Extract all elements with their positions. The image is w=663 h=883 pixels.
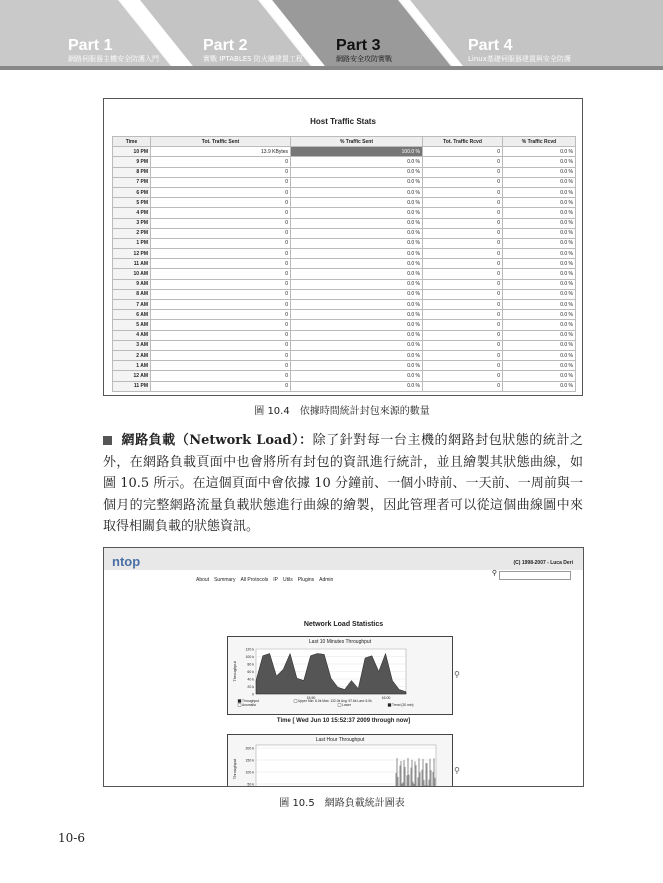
table-cell: 0 — [151, 167, 291, 177]
table-cell: 0 — [423, 198, 503, 208]
column-header: Time — [113, 137, 151, 147]
table-cell: 0 — [151, 381, 291, 391]
table-row — [113, 350, 576, 360]
table-cell: 0.0 % — [291, 381, 423, 391]
y-tick-label: 40 k — [247, 677, 254, 682]
table-cell: 0.0 % — [503, 147, 576, 157]
table-cell: 7 PM — [113, 177, 151, 187]
tab-part-2-title: Part 2 — [203, 37, 248, 54]
legend-swatch — [338, 704, 341, 707]
table-cell: 0.0 % — [503, 269, 576, 279]
table-cell: 0 — [151, 269, 291, 279]
table-cell: 0.0 % — [291, 177, 423, 187]
table-cell: 0 — [151, 228, 291, 238]
table-cell: 6 PM — [113, 187, 151, 197]
table-cell: 0.0 % — [503, 371, 576, 381]
table-row — [113, 238, 576, 248]
table-cell: 0 — [423, 218, 503, 228]
table-cell: 0.0 % — [291, 279, 423, 289]
legend-label: Lower — [342, 703, 351, 707]
table-cell: 0.0 % — [503, 238, 576, 248]
graph-stats: Min: 6.0k Max: 132.0k Avg: 57.6k Last: 6.0k — [308, 699, 372, 703]
graph-1-plot — [228, 637, 452, 714]
part-tab-bar — [0, 0, 663, 70]
table-cell: 0 — [151, 259, 291, 269]
table-cell: 0 — [151, 350, 291, 360]
y-tick-label: 150 k — [245, 758, 254, 763]
graph-last-hour[interactable] — [227, 734, 453, 787]
table-cell: 0.0 % — [503, 361, 576, 371]
table-cell: 0.0 % — [291, 259, 423, 269]
y-tick-label: 80 k — [247, 662, 254, 667]
table-cell: 2 AM — [113, 350, 151, 360]
table-cell: 0.0 % — [503, 350, 576, 360]
table-cell: 0 — [151, 320, 291, 330]
table-cell: 1 AM — [113, 361, 151, 371]
table-cell: 0.0 % — [291, 198, 423, 208]
table-cell: 0.0 % — [291, 320, 423, 330]
table-cell: 1 PM — [113, 238, 151, 248]
graph-2-plot — [228, 735, 452, 787]
tab-part-4-title: Part 4 — [468, 37, 513, 54]
table-cell: 0 — [423, 238, 503, 248]
table-cell: 0.0 % — [291, 157, 423, 167]
table-cell: 0.0 % — [291, 310, 423, 320]
ntop-logo: ntop — [112, 554, 141, 569]
host-traffic-figure — [103, 98, 583, 396]
table-row — [113, 208, 576, 218]
table-cell: 0.0 % — [503, 289, 576, 299]
table-cell: 100.0 % — [291, 147, 423, 157]
column-header: % Traffic Sent — [291, 137, 423, 147]
table-cell: 0 — [423, 228, 503, 238]
table-cell: 0.0 % — [503, 330, 576, 340]
ntop-screenshot-figure — [103, 547, 584, 787]
table-cell: 7 AM — [113, 300, 151, 310]
table-body — [113, 147, 576, 392]
table-row — [113, 279, 576, 289]
table-cell: 8 PM — [113, 167, 151, 177]
y-tick-label: 60 k — [247, 670, 254, 674]
table-cell: 0 — [151, 330, 291, 340]
graph-1-title: Last 10 Minutes Throughput — [308, 639, 372, 645]
table-cell: 0.0 % — [503, 320, 576, 330]
table-row — [113, 157, 576, 167]
table-cell: 0 — [423, 208, 503, 218]
tab-part-3-subtitle: 網路安全攻防實戰 — [336, 55, 392, 63]
y-tick-label: 200 k — [245, 746, 254, 751]
table-cell: 0.0 % — [503, 279, 576, 289]
graph-last-10-minutes[interactable] — [227, 636, 453, 715]
table-row — [113, 198, 576, 208]
search-icon: ⚲ — [491, 570, 497, 577]
table-cell: 13.9 KBytes — [151, 147, 291, 157]
legend-swatch — [238, 700, 241, 703]
table-row — [113, 330, 576, 340]
table-cell: 5 AM — [113, 320, 151, 330]
zoom-icon-2[interactable]: ⚲ — [454, 766, 460, 775]
table-cell: 0 — [423, 340, 503, 350]
table-cell: 0.0 % — [503, 228, 576, 238]
table-cell: 0 — [151, 238, 291, 248]
tab-part-1 — [68, 38, 159, 64]
table-cell: 0.0 % — [503, 177, 576, 187]
table-row — [113, 218, 576, 228]
table-header-row — [113, 137, 576, 147]
table-cell: 12 AM — [113, 371, 151, 381]
menu-item[interactable]: Utils — [283, 577, 293, 583]
table-cell: 0.0 % — [503, 249, 576, 259]
ntop-header — [104, 548, 583, 570]
host-traffic-table — [112, 136, 576, 392]
table-cell: 0.0 % — [291, 289, 423, 299]
table-cell: 0 — [423, 361, 503, 371]
table-cell: 0 — [423, 167, 503, 177]
table-cell: 0 — [151, 218, 291, 228]
table-row — [113, 289, 576, 299]
table-row — [113, 381, 576, 391]
table-cell: 0.0 % — [291, 187, 423, 197]
table-row — [113, 177, 576, 187]
y-tick-label: 100 k — [245, 655, 254, 659]
table-cell: 0.0 % — [503, 167, 576, 177]
table-row — [113, 300, 576, 310]
table-cell: 0.0 % — [503, 218, 576, 228]
menu-item[interactable]: All Protocols — [240, 577, 269, 583]
time-range-label: Time [ Wed Jun 10 15:52:37 2009 through now] — [276, 718, 411, 724]
table-cell: 6 AM — [113, 310, 151, 320]
legend-label: Throughput — [242, 699, 259, 703]
body-paragraph — [103, 430, 583, 538]
table-row — [113, 340, 576, 350]
table-row — [113, 320, 576, 330]
table-cell: 0.0 % — [503, 198, 576, 208]
table-cell: 0.0 % — [291, 300, 423, 310]
table-cell: 2 PM — [113, 228, 151, 238]
zoom-icon[interactable]: ⚲ — [454, 670, 460, 679]
menu-item[interactable]: About — [196, 577, 210, 583]
table-cell: 0 — [423, 259, 503, 269]
figure-10-5-caption: 圖 10.5 網路負載統計圖表 — [279, 798, 405, 809]
tab-part-3 — [336, 38, 392, 64]
table-cell: 0 — [423, 157, 503, 167]
search-input[interactable] — [499, 571, 571, 580]
tab-part-2-subtitle: 實戰 IPTABLES 防火牆建置工程 — [203, 55, 303, 63]
table-cell: 0.0 % — [503, 259, 576, 269]
table-cell: 0.0 % — [503, 187, 576, 197]
table-cell: 0.0 % — [291, 167, 423, 177]
legend-swatch — [294, 700, 297, 703]
legend-swatch — [238, 704, 241, 707]
menu-item[interactable]: Plugins — [297, 577, 315, 583]
y-tick-label: 0 — [252, 692, 254, 697]
table-row — [113, 269, 576, 279]
table-cell: 0 — [423, 177, 503, 187]
table-cell: 0 — [423, 249, 503, 259]
ntop-copyright: (C) 1998-2007 - Luca Deri — [513, 560, 573, 566]
table-cell: 0.0 % — [291, 330, 423, 340]
table-cell: 0 — [151, 208, 291, 218]
table-cell: 0 — [423, 330, 503, 340]
table-row — [113, 147, 576, 157]
x-tick-label: 16:00 — [381, 696, 391, 700]
ntop-menu — [196, 577, 338, 583]
paragraph-lead: 網路負載（Network Load）： — [121, 433, 313, 448]
column-header: Tot. Traffic Sent — [151, 137, 291, 147]
tab-part-1-subtitle: 網路伺服器主機安全防護入門 — [68, 55, 159, 63]
table-cell: 0.0 % — [503, 300, 576, 310]
host-traffic-title: Host Traffic Stats — [310, 117, 376, 126]
table-cell: 0.0 % — [291, 208, 423, 218]
table-cell: 0 — [151, 361, 291, 371]
page-number: 10-6 — [58, 831, 85, 845]
table-cell: 0 — [151, 371, 291, 381]
table-cell: 10 AM — [113, 269, 151, 279]
table-cell: 11 AM — [113, 259, 151, 269]
column-header: Tot. Traffic Rcvd — [423, 137, 503, 147]
table-cell: 0 — [423, 371, 503, 381]
table-cell: 0.0 % — [291, 350, 423, 360]
tab-part-4 — [468, 38, 571, 64]
tab-part-1-title: Part 1 — [68, 37, 113, 54]
table-cell: 0 — [423, 381, 503, 391]
table-cell: 10 PM — [113, 147, 151, 157]
table-cell: 0.0 % — [503, 381, 576, 391]
table-row — [113, 228, 576, 238]
paragraph-text: 除了針對每一台主機的網路封包狀態的統計之外，在網路負載頁面中也會將所有封包的資訊進行統計，並且繪製其狀態曲線，如圖 10.5 所示。在這個頁面中會依據 10 分鐘前、一個小時前、一天前、一周前與一個月的完整網路流量負載狀態進行曲線的繪製，因此管理者可以從這個曲線圖中來取得相關負載的狀態資訊。 — [103, 433, 583, 534]
table-cell: 12 PM — [113, 249, 151, 259]
tab-part-2 — [203, 38, 303, 64]
table-cell: 0 — [151, 157, 291, 167]
table-cell: 0.0 % — [503, 157, 576, 167]
y-axis-label: Throughput — [232, 758, 237, 780]
table-cell: 0.0 % — [503, 340, 576, 350]
x-tick-label: 15:50 — [306, 696, 316, 700]
table-cell: 0 — [423, 300, 503, 310]
tab-part-4-subtitle: Linux基礎伺服器建置與安全防護 — [468, 55, 571, 63]
menu-item[interactable]: Summary — [214, 577, 236, 583]
graph-2-title: Last Hour Throughput — [315, 737, 365, 743]
table-row — [113, 187, 576, 197]
table-row — [113, 167, 576, 177]
table-cell: 0 — [151, 300, 291, 310]
table-cell: 4 AM — [113, 330, 151, 340]
table-row — [113, 310, 576, 320]
table-cell: 0.0 % — [291, 361, 423, 371]
table-cell: 0 — [151, 187, 291, 197]
table-cell: 0 — [423, 350, 503, 360]
table-cell: 0.0 % — [291, 218, 423, 228]
table-cell: 0.0 % — [291, 238, 423, 248]
table-cell: 0 — [151, 279, 291, 289]
column-header: % Traffic Rcvd — [503, 137, 576, 147]
table-cell: 8 AM — [113, 289, 151, 299]
table-cell: 4 PM — [113, 208, 151, 218]
table-cell: 0.0 % — [503, 310, 576, 320]
table-cell: 0 — [151, 249, 291, 259]
table-cell: 0.0 % — [291, 228, 423, 238]
table-cell: 0.0 % — [291, 249, 423, 259]
table-cell: 0 — [423, 147, 503, 157]
y-tick-label: 100 k — [245, 770, 254, 775]
table-cell: 0 — [151, 198, 291, 208]
table-cell: 0 — [423, 187, 503, 197]
figure-10-4-caption: 圖 10.4 依據時間統計封包來源的數量 — [254, 406, 430, 417]
network-load-title: Network Load Statistics — [303, 621, 384, 628]
y-tick-label: 120 k — [245, 647, 254, 652]
table-cell: 0 — [423, 269, 503, 279]
legend-label: Trend (30 min) — [392, 703, 414, 707]
legend-label: Anomalia — [242, 703, 256, 707]
table-row — [113, 249, 576, 259]
table-cell: 0.0 % — [291, 340, 423, 350]
table-row — [113, 361, 576, 371]
table-cell: 3 AM — [113, 340, 151, 350]
table-cell: 0.0 % — [291, 371, 423, 381]
table-cell: 5 PM — [113, 198, 151, 208]
table-cell: 0 — [423, 310, 503, 320]
table-cell: 9 PM — [113, 157, 151, 167]
table-cell: 0 — [423, 289, 503, 299]
tab-part-3-title: Part 3 — [336, 37, 381, 54]
menu-item[interactable]: IP — [273, 577, 279, 583]
table-row — [113, 371, 576, 381]
table-cell: 0.0 % — [503, 208, 576, 218]
table-cell: 0 — [423, 279, 503, 289]
legend-swatch — [388, 704, 391, 707]
y-axis-label: Throughput — [232, 661, 237, 682]
table-cell: 3 PM — [113, 218, 151, 228]
table-cell: 0 — [151, 310, 291, 320]
y-tick-label: 20 k — [247, 685, 254, 689]
table-cell: 0 — [423, 320, 503, 330]
menu-item[interactable]: Admin — [319, 577, 334, 583]
table-cell: 0 — [151, 289, 291, 299]
table-cell: 9 AM — [113, 279, 151, 289]
table-cell: 11 PM — [113, 381, 151, 391]
legend-label: Upper — [298, 699, 307, 703]
table-cell: 0 — [151, 177, 291, 187]
table-row — [113, 259, 576, 269]
table-cell: 0 — [151, 340, 291, 350]
table-cell: 0.0 % — [291, 269, 423, 279]
y-tick-label: 50 k — [247, 782, 254, 787]
